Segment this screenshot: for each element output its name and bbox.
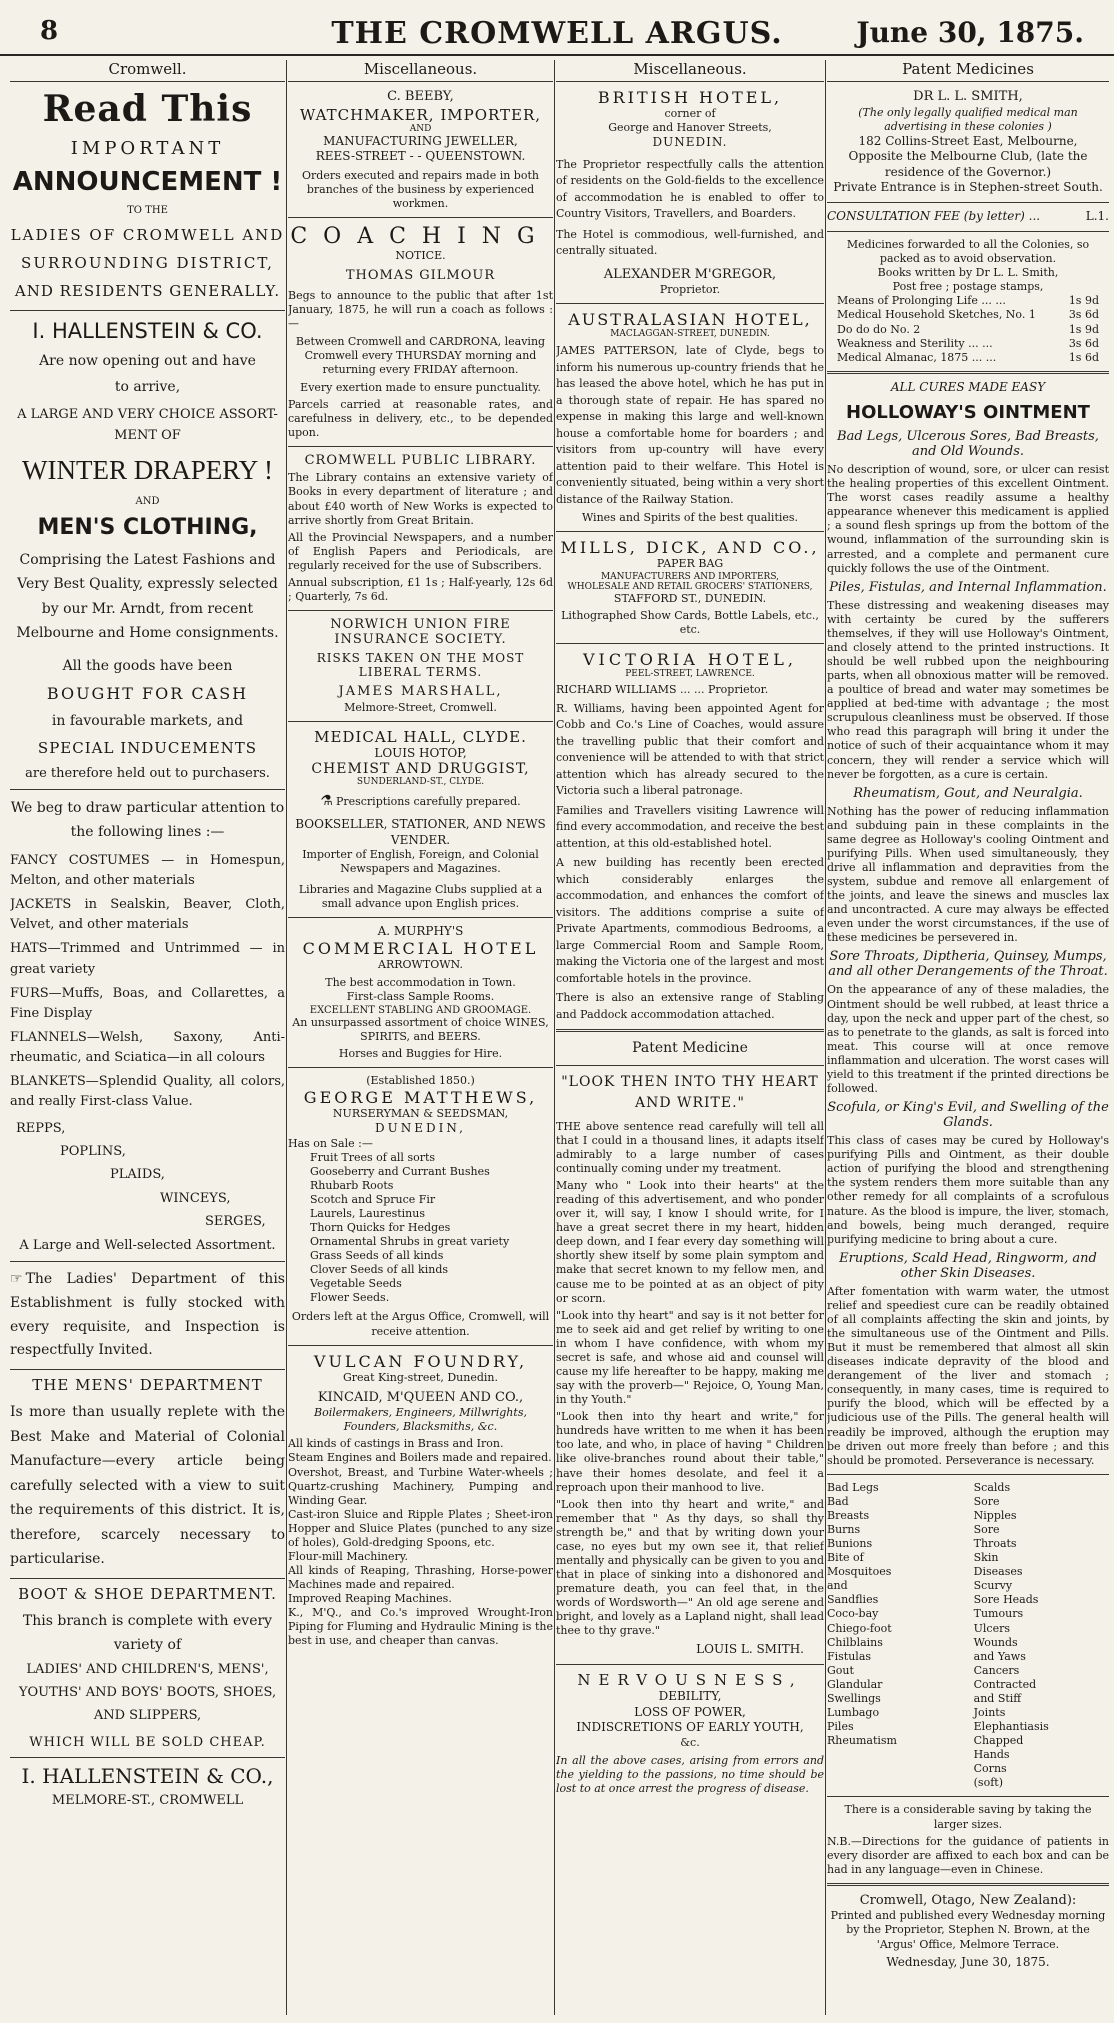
victoria-text-1: R. Williams, having been appointed Agent for Cobb and Co.'s Line of Coaches, would assure the travelling public that their comfort and convenience will be attended to with that strict attention which has already secured to the Victoria such a liberal patronage. — [556, 701, 824, 798]
column-patent-medicines — [827, 60, 1109, 2015]
vulcan-steam: Steam Engines and Boilers made and repaired. — [288, 1451, 552, 1465]
ailment: Ulcers — [973, 1621, 1011, 1635]
list-item: BLANKETS—Splendid Quality, all colors, and really First-class Value. — [10, 1074, 285, 1110]
british-hotel-heading: BRITISH HOTEL, — [597, 88, 783, 107]
list-item: HATS—Trimmed and Untrimmed — in great variety — [10, 941, 285, 977]
mills-heading: MILLS, DICK, AND CO., — [560, 538, 820, 558]
nervousness-indiscretions: INDISCRETIONS OF EARLY YOUTH, — [576, 1720, 804, 1735]
ailment: Sore Nipples — [973, 1494, 1017, 1522]
ailment: Elephantiasis — [973, 1720, 1049, 1734]
holloway-text-5: This class of cases may be cured by Holloway's purifying Pills and Ointment, as their double action of purifying the blood and strengthening the system renders them more suitable than any other remedy for all complaints of a scrofulous nature. As the blood is impure, the liver, stomach, and bowels, being much deranged, require purifying medicine to bring about a cure. — [827, 1134, 1109, 1246]
mills-address: STAFFORD ST., DUNEDIN. — [613, 591, 767, 605]
headline-important: IMPORTANT — [70, 138, 225, 159]
matthews-nursery: NURSERYMAN & SEEDSMAN, — [332, 1106, 509, 1120]
ailment: Bad Breasts — [827, 1494, 870, 1522]
vulcan-castiron: Cast-iron Sluice and Ripple Plates ; Sheet-iron Hopper and Sluice Plates (punched to any size of holes), Gold-dredging Spoons, etc. — [288, 1507, 553, 1549]
ailment: Chilblains — [827, 1635, 883, 1649]
page-number: 8 — [40, 16, 59, 46]
smith-books: Books written by Dr L. L. Smith, — [877, 265, 1059, 279]
commercial-horses: Horses and Buggies for Hire. — [338, 1046, 503, 1060]
commercial-sample: First-class Sample Rooms. — [346, 990, 495, 1004]
victoria-heading: VICTORIA HOTEL, — [582, 649, 798, 669]
ailment: Gout — [827, 1663, 854, 1677]
coaching-notice: NOTICE. — [395, 248, 446, 262]
list-item: Laurels, Laurestinus — [310, 1206, 425, 1220]
medical-bookseller: BOOKSELLER, STATIONER, AND NEWS VENDER. — [295, 817, 546, 847]
holloway-text-3: Nothing has the power of reducing inflammation and subduing pain in these complaints in the same degree as Holloway's cooling Ointment and purifying Pills. When used simultaneously, they drive all inflammation and depravities from the system, subdue and remove all enlargement of the joints, and leave the sinews and muscles lax and uncontracted. A cure may always be effected even under the worst circumstances, if the use of these medicines be persevered in. — [827, 804, 1109, 945]
ailment: Skin Diseases — [973, 1551, 1023, 1579]
heading-boot-shoe: BOOT & SHOE DEPARTMENT. — [18, 1584, 277, 1603]
list-item: Vegetable Seeds — [310, 1277, 402, 1291]
australasian-heading: AUSTRALASIAN HOTEL, — [568, 310, 812, 330]
list-item: Thorn Quicks for Hedges — [310, 1220, 451, 1234]
beeby-name: C. BEEBY, — [387, 89, 454, 104]
text-boot-list: LADIES' AND CHILDREN'S, MENS', YOUTHS' AND BOYS' BOOTS, SHOES, AND SLIPPERS, — [18, 1661, 277, 1724]
mortar-icon: ⚗ — [320, 793, 333, 810]
library-text-1: The Library contains an extensive variety of Books in every department of literature ; and about £40 worth of New Works is expected to arrive shortly from Great Britain. — [288, 471, 553, 527]
ailment: Sore Heads — [973, 1593, 1039, 1607]
ailment: Chiego-foot — [827, 1621, 892, 1635]
beeby-mfg: MANUFACTURING JEWELLER, — [323, 133, 518, 148]
ailment: Cancers — [973, 1663, 1020, 1677]
vulcan-overshot: Overshot, Breast, and Turbine Water-wheels ; Quartz-crushing Machinery, Pumping and Winding Gear. — [288, 1465, 553, 1507]
british-proprietor: Proprietor. — [659, 283, 721, 297]
text-boot: This branch is complete with every variety of — [22, 1612, 273, 1654]
consultation-label: CONSULTATION FEE (by letter) ... — [827, 209, 1041, 224]
vulcan-reaping: Improved Reaping Machines. — [288, 1592, 452, 1606]
look-heading: "LOOK THEN INTO THY HEART AND WRITE." — [561, 1073, 819, 1111]
book-row: Medical Household Sketches, No. 1 3s 6d — [837, 308, 1099, 322]
british-text-2: The Hotel is commodious, well-furnished, and centrally situated. — [556, 227, 824, 258]
coaching-punctuality: Every exertion made to ensure punctuality. — [300, 381, 541, 395]
coaching-route: Between Cromwell and CARDRONA, leaving Cromwell every THURSDAY morning and returning every FRIDAY afternoon. — [295, 334, 546, 376]
commercial-arrowtown: ARROWTOWN. — [378, 958, 463, 972]
nervousness-etc: &c. — [680, 1735, 700, 1749]
text-repps: REPPS, — [16, 1120, 66, 1136]
ailment: Coco-bay — [827, 1607, 879, 1621]
ailment: Fistulas — [827, 1649, 872, 1663]
nervousness-cases: In all the above cases, arising from errors and the yielding to the passions, no time should be lost to at once arrest the progress of disease. — [556, 1753, 824, 1796]
australasian-text-1: JAMES PATTERSON, late of Clyde, begs to inform his numerous up-country friends that he has leased the above hotel, which he has put in a thorough state of repair. He has spared no expense in making this large and well-known house a comfortable home for boarders ; and visitors from up-country will have every attention paid to their welfare. This Hotel is conveniently situated, being within a very short distance of the Railway Station. — [556, 344, 824, 506]
vulcan-address: Great King-street, Dunedin. — [342, 1370, 498, 1384]
text-beg-attention: We beg to draw particular attention to the following lines :— — [10, 799, 285, 841]
look-text-4: "Look then into thy heart and write," for hundreds have written to me when it has been too late, and who, in place of having " Children like olive-branches round about their table," have their homes desolate, and feel it a reproach upon their manhood to live. — [556, 1410, 824, 1494]
holloway-heading: HOLLOWAY'S OINTMENT — [846, 402, 1090, 424]
norwich-address: Melmore-Street, Cromwell. — [344, 700, 497, 714]
vulcan-heading: VULCAN FOUNDRY, — [313, 1351, 528, 1371]
norwich-heading: NORWICH UNION FIRE INSURANCE SOCIETY. — [330, 617, 511, 648]
british-dunedin: DUNEDIN. — [652, 135, 728, 150]
headline-announcement: ANNOUNCEMENT ! — [12, 167, 283, 197]
text-favourable: in favourable markets, and — [51, 712, 244, 729]
holloway-nb: N.B.—Directions for the guidance of patients in every disorder are affixed to each box and can be had in any language—even in Chinese. — [827, 1834, 1109, 1876]
list-item: FLANNELS—Welsh, Saxony, Anti-rheumatic, and Sciatica—in all colours — [10, 1029, 285, 1066]
beeby-title: WATCHMAKER, IMPORTER, — [299, 105, 542, 124]
victoria-text-3: A new building has recently been erected which considerably enlarges the accommodation, and enhances the comfort of visitors. The additions comprise a suite of Private Apartments, commodious Bedrooms, a large Commercial Room and Sample Room, making the Victoria one of the largest and most comfortable hotels in the province. — [556, 856, 824, 985]
book-row: Medical Almanac, 1875 ... ... 1s 6d — [837, 351, 1099, 365]
holloway-saving: There is a considerable saving by taking the larger sizes. — [844, 1803, 1092, 1831]
matthews-established: (Established 1850.) — [366, 1073, 475, 1087]
holloway-subhead-eruptions: Eruptions, Scald Head, Ringworm, and other Skin Diseases. — [839, 1250, 1097, 1281]
commercial-accom: The best accommodation in Town. — [325, 976, 516, 990]
beeby-address: REES-STREET - - QUEENSTOWN. — [315, 149, 526, 164]
ailment: Chapped Hands — [973, 1734, 1024, 1762]
medical-importer: Importer of English, Foreign, and Colonial Newspapers and Magazines. — [302, 848, 539, 876]
holloway-text-4: On the appearance of any of these maladies, the Ointment should be well rubbed, at least thrice a day, upon the neck and upper part of the chest, so as to penetrate to the glands, as salt is forced into meat. This course will at once remove inflammation and ulceration. The worst cases will yield to this treatment if the printed directions be followed. — [827, 983, 1109, 1096]
medical-prescriptions: Prescriptions carefully prepared. — [335, 795, 521, 809]
ailment: Corns (soft) — [973, 1762, 1007, 1790]
imprint-text: Printed and published every Wednesday morning by the Proprietor, Stephen N. Brown, at the 'Argus' Office, Melmore Terrace. — [830, 1909, 1106, 1951]
text-winceys: WINCEYS, — [160, 1190, 231, 1206]
nervousness-loss: LOSS OF POWER, — [634, 1704, 746, 1719]
holloway-subhead-sore: Sore Throats, Diptheria, Quinsey, Mumps, and all other Derangements of the Throat. — [828, 949, 1108, 980]
vulcan-firm: KINCAID, M'QUEEN AND CO., — [317, 1389, 524, 1405]
library-heading: CROMWELL PUBLIC LIBRARY. — [304, 453, 537, 469]
vulcan-castings: All kinds of castings in Brass and Iron. — [288, 1437, 504, 1451]
firm-name-footer: I. HALLENSTEIN & CO., — [21, 1764, 274, 1789]
list-item: Scotch and Spruce Fir — [310, 1192, 436, 1206]
text-surrounding: SURROUNDING DISTRICT, — [21, 254, 274, 272]
text-bought-for-cash: BOUGHT FOR CASH — [46, 683, 249, 703]
pointing-hand-icon: ☞ — [10, 1271, 23, 1288]
look-text-3: "Look into thy heart" and say is it not better for me to seek aid and get relief by writing to one in whom I have confidence, with whom my secret is safe, and whose aid and counsel will cause my life hereafter to be happy, making me say with the proverb—" Rejoice, O, Young Man, in thy Youth." — [556, 1308, 824, 1407]
masthead — [0, 0, 1114, 56]
text-serges: SERGES, — [205, 1214, 266, 1230]
book-row: Means of Prolonging Life ... ... 1s 9d — [837, 293, 1099, 307]
ailment: Lumbago — [827, 1706, 880, 1719]
book-row: Do do do No. 2 1s 9d — [837, 322, 1099, 336]
ailment: Rheumatism — [827, 1734, 897, 1748]
list-item: FANCY COSTUMES — in Homespun, Melton, and other materials — [10, 852, 285, 888]
smith-postfree: Post free ; postage stamps, — [892, 279, 1044, 293]
ailment: Piles — [827, 1720, 854, 1734]
column-heading: Miscellaneous. — [556, 60, 824, 82]
text-poplins: POPLINS, — [60, 1143, 126, 1159]
ailment: Bunions — [827, 1537, 873, 1551]
text-ladies: LADIES OF CROMWELL AND — [10, 226, 285, 244]
victoria-address: PEEL-STREET, LAWRENCE. — [625, 668, 755, 679]
vulcan-trades: Boilermakers, Engineers, Millwrights, Founders, Blacksmiths, &c. — [314, 1406, 527, 1434]
ailment: Bad Legs — [827, 1480, 879, 1494]
ailment: Glandular Swellings — [827, 1677, 883, 1705]
column-rule — [286, 60, 287, 2015]
matthews-name: GEORGE MATTHEWS, — [303, 1087, 538, 1107]
text-and: AND — [135, 495, 160, 507]
ailment: Sore Throats — [973, 1522, 1017, 1551]
text-to-the: TO THE — [127, 205, 168, 216]
ailment: Contracted and Stiff — [973, 1677, 1037, 1705]
nervousness-heading: NERVOUSNESS, — [577, 1671, 803, 1690]
text-arrive: to arrive, — [114, 379, 181, 396]
text-mens-dept: Is more than usually replete with the Best Make and Material of Colonial Manufacture—every article being carefully selected with a view to suit the requirements of this district. It is, therefore, scarcely necessary to particularise. — [10, 1404, 285, 1568]
british-text-1: The Proprietor respectfully calls the attention of residents on the Gold-fields to the excellence of accommodation he is enabled to offer to Country Visitors, Travellers, and Boarders. — [556, 157, 824, 221]
coaching-parcels: Parcels carried at reasonable rates, and carefulness in delivery, etc., to be depended upon. — [288, 398, 553, 440]
list-item: Rhubarb Roots — [310, 1178, 394, 1192]
matthews-onsale: Has on Sale :— — [288, 1136, 373, 1150]
ailment: Scalds — [973, 1480, 1011, 1494]
text-held-out: are therefore held out to purchasers. — [25, 766, 270, 782]
australasian-address: MACLAGGAN-STREET, DUNEDIN. — [610, 329, 770, 340]
issue-date: June 30, 1875. — [856, 16, 1084, 49]
list-item: Ornamental Shrubs in great variety — [310, 1235, 510, 1249]
victoria-text-2: Families and Travellers visiting Lawrence will find every accommodation, and receive the best attention, at this old-established hotel. — [556, 803, 824, 850]
imprint-date: Wednesday, June 30, 1875. — [886, 1954, 1050, 1969]
medical-address: SUNDERLAND-ST., CLYDE. — [356, 777, 485, 788]
text-ment: MENT OF — [114, 428, 181, 444]
text-assortment: A Large and Well-selected Assortment. — [19, 1238, 276, 1254]
ailment: Tumours — [973, 1607, 1024, 1621]
norwich-risks: RISKS TAKEN ON THE MOST LIBERAL TERMS. — [316, 651, 525, 680]
library-text-2: All the Provincial Newspapers, and a number of English Papers and Periodicals, are regularly received for the use of Subscribers. — [288, 530, 553, 572]
ailment: Wounds and Yaws — [973, 1635, 1026, 1663]
column-heading: Cromwell. — [10, 60, 285, 82]
coaching-owner: THOMAS GILMOUR — [345, 268, 496, 284]
commercial-wines: An unsurpassed assortment of choice WINES, SPIRITS, and BEERS. — [292, 1015, 549, 1043]
mills-wholesale: WHOLESALE AND RETAIL GROCERS' STATIONERS, — [567, 581, 813, 592]
look-text-1: THE above sentence read carefully will tell all that I could in a thousand lines, it adapts itself admirably to a large number of cases continually coming under my treatment. — [556, 1119, 824, 1175]
holloway-subhead-piles: Piles, Fistulas, and Internal Inflammation. — [829, 579, 1107, 595]
ailment: Bite of Mosquitoes — [827, 1551, 892, 1579]
ailments-list — [827, 1481, 1109, 1791]
list-item: Gooseberry and Currant Bushes — [310, 1164, 490, 1178]
text-plaids: PLAIDS, — [110, 1167, 165, 1183]
mills-litho: Lithographed Show Cards, Bottle Labels, etc., etc. — [561, 608, 819, 636]
commercial-hotel: COMMERCIAL HOTEL — [302, 939, 539, 959]
holloway-text-2: These distressing and weakening diseases may with certainty be cured by the sufferers themselves, if they will use Holloway's Ointment, and closely attend to the printed instructions. It should be well rubbed upon the neighbouring parts, when all obnoxious matter will be removed. a poultice of bread and water may sometimes be applied at bed-time with advantage ; the most scrupulous cleanliness must be observed. If those who read this paragraph will bring it under the notice of such of their acquaintance whom it may concern, they will render a service which will never be forgotten, as a cure is certain. — [827, 598, 1109, 781]
firm-name: I. HALLENSTEIN & CO. — [32, 319, 263, 343]
look-text-5: "Look then into thy heart and write," and remember that " As thy days, so shall thy strength be," and that by writing down your case, no eyes but my own see it, that relief mentally and physically can be given to you and that in place of sinking into a dishonored and premature death, you can feel that, in the words of Wordsworth—" An old age serene and bright, and lovely as a Lapland night, shall lead thee to thy grave." — [556, 1497, 824, 1638]
list-item: Flower Seeds. — [310, 1291, 390, 1305]
firm-address: MELMORE-ST., CROMWELL — [51, 1793, 244, 1809]
text-ladies-dept: The Ladies' Department of this Establishment is fully stocked with every requisite, and Inspection is respectfully Invited. — [10, 1271, 285, 1359]
british-streets: George and Hanover Streets, — [608, 121, 772, 135]
patent-medicine-heading: Patent Medicine — [632, 1040, 748, 1057]
text-residents: AND RESIDENTS GENERALLY. — [14, 282, 281, 300]
holloway-subhead-badlegs: Bad Legs, Ulcerous Sores, Bad Breasts, and Old Wounds. — [837, 429, 1099, 460]
text-sold-cheap: WHICH WILL BE SOLD CHEAP. — [29, 1734, 266, 1750]
matthews-orders: Orders left at the Argus Office, Cromwell, will receive attention. — [291, 1310, 550, 1338]
commercial-stabling: EXCELLENT STABLING AND GROOMAGE. — [309, 1004, 532, 1016]
norwich-agent: JAMES MARSHALL, — [338, 684, 503, 700]
text-large: A LARGE AND VERY CHOICE ASSORT- — [17, 406, 278, 422]
vulcan-flour: Flour-mill Machinery. — [288, 1550, 409, 1564]
mills-paperbag: PAPER BAG — [656, 557, 724, 571]
imprint-title: Cromwell, Otago, New Zealand): — [859, 1892, 1077, 1908]
medical-chemist: CHEMIST AND DRUGGIST, — [311, 761, 530, 778]
smith-address: 182 Collins-Street East, Melbourne, — [858, 133, 1078, 148]
all-cures: ALL CURES MADE EASY — [890, 380, 1046, 395]
medical-libraries: Libraries and Magazine Clubs supplied at a small advance upon English prices. — [298, 882, 543, 910]
holloway-text-1: No description of wound, sore, or ulcer can resist the healing properties of this excellent Ointment. The worst cases readily assume a healthy appearance whenever this medicament is applied ; a sound flesh springs up from the bottom of the wound, inflammation of the surrounding skin is arrested, and a complete and permanent cure quickly follows the use of the Ointment. — [827, 463, 1109, 575]
vulcan-thrashing: All kinds of Reaping, Thrashing, Horse-power Machines made and repaired. — [288, 1564, 553, 1592]
ailment: and Sandflies — [827, 1579, 879, 1607]
smith-opposite: Opposite the Melbourne Club, (late the residence of the Governor.) — [848, 149, 1088, 179]
smith-private: Private Entrance is in Stephen-street South. — [833, 180, 1103, 195]
british-corner: corner of — [664, 107, 716, 120]
column-cromwell — [10, 60, 285, 2015]
headline-winter-drapery: WINTER DRAPERY ! — [22, 454, 273, 485]
column-heading: Miscellaneous. — [288, 60, 553, 82]
murphy-name: A. MURPHY'S — [377, 923, 464, 938]
holloway-subhead-scofula: Scofula, or King's Evil, and Swelling of the Glands. — [827, 1100, 1109, 1131]
consultation-fee: L.1. — [1085, 209, 1109, 224]
smith-name: DR L. L. SMITH, — [913, 89, 1023, 104]
list-item: FURS—Muffs, Boas, and Collarettes, a Fine Display — [10, 985, 285, 1021]
beeby-text: Orders executed and repairs made in both branches of the business by experienced workmen. — [302, 168, 539, 210]
holloway-subhead-rheum: Rheumatism, Gout, and Neuralgia. — [853, 785, 1083, 801]
book-row: Weakness and Sterility ... ... 3s 6d — [837, 336, 1099, 350]
look-signature: LOUIS L. SMITH. — [696, 1642, 804, 1657]
coaching-text: Begs to announce to the public that after 1st January, 1875, he will run a coach as follows :— — [288, 288, 553, 330]
victoria-proprietor: RICHARD WILLIAMS ... ... Proprietor. — [556, 682, 769, 696]
smith-only: (The only legally qualified medical man advertising in these colonies ) — [858, 105, 1078, 133]
matthews-dunedin: DUNEDIN, — [375, 1120, 466, 1135]
column-rule — [825, 60, 826, 2015]
medical-hall-heading: MEDICAL HALL, CLYDE. — [314, 727, 527, 746]
look-text-2: Many who " Look into their hearts" at the reading of this advertisement, and who ponder over it, will say, I know I should write, for I have a great secret there in my heart, hidden deep down, and I fear every day something will shortly shew itself by some plain symptom and make that secret known to my fellow men, and cause me to be pointed at as an object of pity or scorn. — [556, 1178, 824, 1305]
holloway-text-6: After fomentation with warm water, the utmost relief and speediest cure can be readily obtained of all complaints affecting the skin and joints, by the simultaneous use of the Ointment and Pills. But it must be remembered that almost all skin diseases indicate depravity of the blood and derangement of the liver and stomach ; consequently, in many cases, time is required to purify the blood, which will be effected by a judicious use of the Pills. The general health will readily be improved, although the eruption may be driven out more freely than before ; and this should be promoted. Perseverance is necessary. — [827, 1284, 1109, 1467]
australasian-text-2: Wines and Spirits of the best qualities. — [581, 511, 799, 525]
column-miscellaneous-1 — [288, 60, 553, 2015]
smith-medicines: Medicines forwarded to all the Colonies, so packed as to avoid observation. — [846, 237, 1090, 265]
library-text-3: Annual subscription, £1 1s ; Half-yearly, 12s 6d ; Quarterly, 7s 6d. — [288, 575, 553, 603]
british-proprietor-name: ALEXANDER M'GREGOR, — [603, 266, 777, 282]
ailment: Burns — [827, 1522, 861, 1536]
text-special-inducements: SPECIAL INDUCEMENTS — [37, 739, 258, 758]
list-item: Grass Seeds of all kinds — [310, 1249, 444, 1263]
beeby-and: AND — [409, 123, 432, 134]
column-heading: Patent Medicines — [827, 60, 1109, 82]
text-allgoods: All the goods have been — [62, 657, 233, 674]
headline-read-this: Read This — [42, 88, 253, 130]
column-rule — [554, 60, 555, 2015]
column-miscellaneous-2 — [556, 60, 824, 2015]
nervousness-debility: DEBILITY, — [658, 1689, 722, 1704]
list-item: JACKETS in Sealskin, Beaver, Cloth, Velvet, and other materials — [10, 897, 285, 933]
list-item: Fruit Trees of all sorts — [310, 1150, 436, 1164]
list-item: Clover Seeds of all kinds — [310, 1263, 449, 1277]
medical-owner: LOUIS HOTOP, — [374, 745, 467, 760]
text-opening: Are now opening out and have — [39, 353, 256, 369]
ailment: Joints — [973, 1706, 1006, 1719]
coaching-heading: COACHING — [290, 223, 551, 249]
victoria-text-4: There is also an extensive range of Stabling and Paddock accommodation attached. — [556, 991, 824, 1021]
text-comprising: Comprising the Latest Fashions and Very Best Quality, expressly selected by our Mr. Arndt, from recent Melbourne and Home consignments. — [16, 551, 279, 642]
newspaper-title: THE CROMWELL ARGUS. — [331, 16, 783, 51]
heading-mens-dept: THE MENS' DEPARTMENT — [32, 1376, 263, 1395]
ailment: Scurvy — [973, 1579, 1013, 1593]
vulcan-piping: K., M'Q., and Co.'s improved Wrought-Iron Piping for Fluming and Hydraulic Mining is the best in use, and cheaper than canvas. — [288, 1606, 553, 1648]
headline-mens-clothing: MEN'S CLOTHING, — [37, 514, 258, 540]
mills-mfrs: MANUFACTURERS AND IMPORTERS, — [600, 571, 780, 582]
